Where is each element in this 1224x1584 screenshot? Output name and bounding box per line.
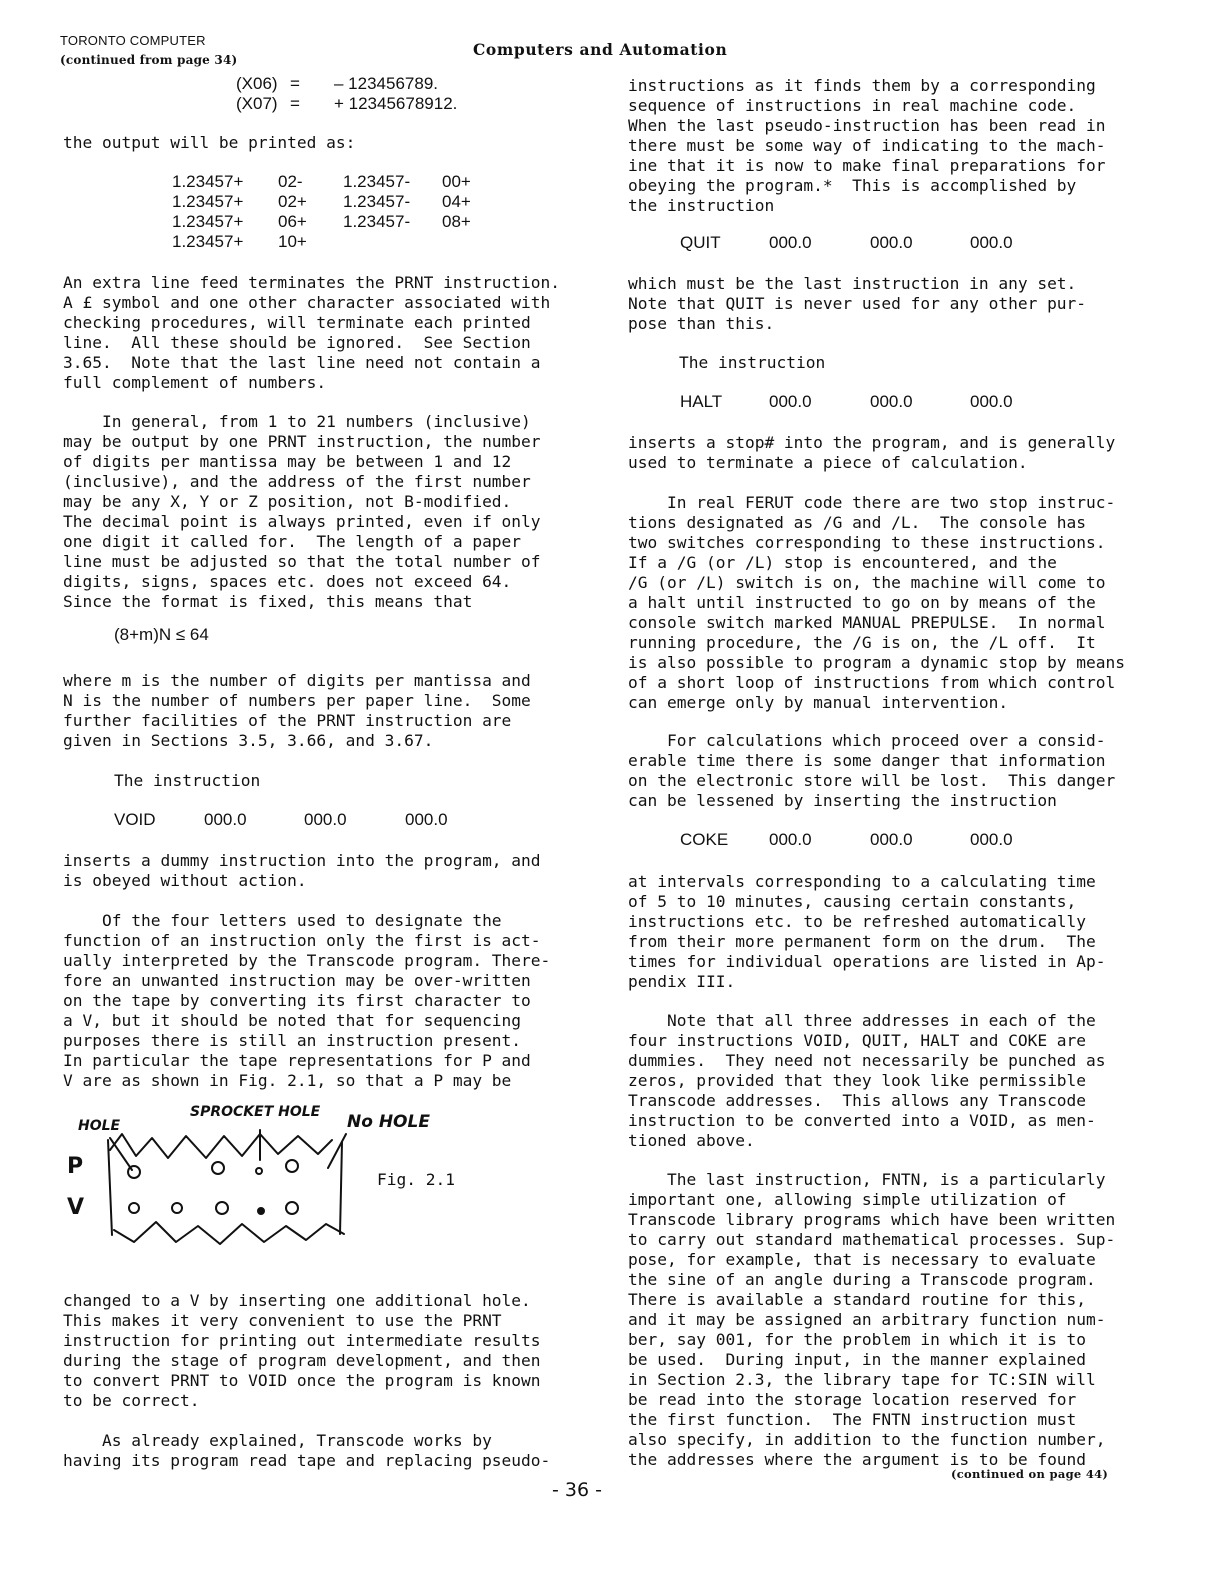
tape-right-edge bbox=[340, 1142, 342, 1234]
paragraph-inserts-stop bbox=[628, 433, 1115, 473]
v-hole-3 bbox=[216, 1202, 228, 1214]
paragraph-line-feed bbox=[63, 273, 560, 393]
text-line: inserts a dummy instruction into the program, and bbox=[63, 851, 541, 870]
halt-opcode: HALT bbox=[680, 392, 723, 411]
text-line: A £ symbol and one other character associated with bbox=[63, 293, 551, 312]
text-line: the instruction bbox=[628, 196, 775, 215]
text-line: An extra line feed terminates the PRNT instruction. bbox=[63, 273, 561, 292]
paragraph-inserts-dummy bbox=[63, 851, 541, 891]
text-line: tions designated as /G and /L. The console has bbox=[628, 513, 1087, 532]
text-line: function of an instruction only the first is act- bbox=[63, 931, 541, 950]
output-cell: 02+ bbox=[278, 192, 307, 211]
text-line: pose, for example, that is necessary to evaluate bbox=[628, 1250, 1096, 1269]
coke-opcode: COKE bbox=[680, 830, 729, 849]
paragraph-changed-to-v bbox=[63, 1291, 541, 1411]
text-line: to convert PRNT to VOID once the program is known bbox=[63, 1371, 541, 1390]
text-line: For calculations which proceed over a consid- bbox=[628, 731, 1106, 750]
text-line: dummies. They need not necessarily be punched as bbox=[628, 1051, 1106, 1070]
output-cell: 10+ bbox=[278, 232, 307, 251]
v-sprocket bbox=[258, 1208, 264, 1214]
text-line: ually interpreted by the Transcode program. There- bbox=[63, 951, 551, 970]
paragraph-which-must bbox=[628, 274, 1086, 334]
page-number: - 36 - bbox=[552, 1479, 602, 1501]
text-line: used to terminate a piece of calculation. bbox=[628, 453, 1028, 472]
paragraph-pseudo-instructions bbox=[628, 76, 1106, 216]
text-line: obeying the program.* This is accomplished by bbox=[628, 176, 1077, 195]
paragraph-at-intervals bbox=[628, 872, 1106, 992]
text-line: of a short loop of instructions from which control bbox=[628, 673, 1116, 692]
output-cell: 1.23457+ bbox=[172, 232, 244, 251]
quit-addr-1: 000.0 bbox=[769, 233, 812, 252]
x06-eq: = bbox=[290, 74, 300, 93]
text-line: This makes it very convenient to use the PRNT bbox=[63, 1311, 502, 1330]
text-line: line must be adjusted so that the total number of bbox=[63, 552, 541, 571]
paragraph-ferut-code bbox=[628, 493, 1125, 713]
text-line: one digit it called for. The length of a paper bbox=[63, 532, 522, 551]
text-line: changed to a V by inserting one additional hole. bbox=[63, 1291, 531, 1310]
text-line: (inclusive), and the address of the first number bbox=[63, 472, 531, 491]
text-line: be read into the storage location reserved for bbox=[628, 1390, 1077, 1409]
text-line: four instructions VOID, QUIT, HALT and COKE are bbox=[628, 1031, 1087, 1050]
text-line: Transcode library programs which have been written bbox=[628, 1210, 1116, 1229]
text-line: further facilities of the PRNT instruction are bbox=[63, 711, 512, 730]
text-line: of digits per mantissa may be between 1 and 12 bbox=[63, 452, 512, 471]
text-line: In general, from 1 to 21 numbers (inclusive) bbox=[63, 412, 531, 431]
tape-top-edge bbox=[110, 1134, 332, 1158]
x06-value: – 123456789. bbox=[334, 74, 438, 93]
text-line: fore an unwanted instruction may be over-written bbox=[63, 971, 531, 990]
quit-instruction bbox=[680, 233, 1040, 255]
instruction-intro-left: The instruction bbox=[114, 771, 261, 790]
printed-output-table bbox=[172, 172, 492, 256]
output-cell: 1.23457+ bbox=[172, 192, 244, 211]
fig-label-no-hole: No HOLE bbox=[347, 1112, 430, 1132]
text-line: running procedure, the /G is on, the /L off. It bbox=[628, 633, 1096, 652]
text-line: also specify, in addition to the function number, bbox=[628, 1430, 1106, 1449]
x06-label: (X06) bbox=[236, 74, 278, 93]
void-addr-1: 000.0 bbox=[204, 810, 247, 829]
text-line: The last instruction, FNTN, is a particularly bbox=[628, 1170, 1106, 1189]
text-line: As already explained, Transcode works by bbox=[63, 1431, 492, 1450]
text-line: two switches corresponding to these instructions. bbox=[628, 533, 1106, 552]
text-line: In real FERUT code there are two stop instruc- bbox=[628, 493, 1116, 512]
text-line: Of the four letters used to designate the bbox=[63, 911, 502, 930]
x07-label: (X07) bbox=[236, 94, 278, 113]
quit-addr-2: 000.0 bbox=[870, 233, 913, 252]
formula bbox=[114, 625, 209, 655]
halt-addr-3: 000.0 bbox=[970, 392, 1013, 411]
text-line: and it may be assigned an arbitrary function num- bbox=[628, 1310, 1106, 1329]
text-line: to be correct. bbox=[63, 1391, 200, 1410]
text-line: where m is the number of digits per mantissa and bbox=[63, 671, 531, 690]
text-line: erable time there is some danger that information bbox=[628, 751, 1106, 770]
text-line: may be any X, Y or Z position, not B-modified. bbox=[63, 492, 512, 511]
coke-instruction bbox=[680, 830, 1040, 852]
text-line: may be output by one PRNT instruction, the number bbox=[63, 432, 541, 451]
text-line: is obeyed without action. bbox=[63, 871, 307, 890]
halt-addr-2: 000.0 bbox=[870, 392, 913, 411]
text-line: instruction to be converted into a VOID, as men- bbox=[628, 1111, 1096, 1130]
paragraph-where-m bbox=[63, 671, 531, 751]
text-line: The decimal point is always printed, even if only bbox=[63, 512, 541, 531]
text-line: of 5 to 10 minutes, causing certain constants, bbox=[628, 892, 1077, 911]
text-line: instructions as it finds them by a corresponding bbox=[628, 76, 1096, 95]
continued-on-note: (continued on page 44) bbox=[951, 1467, 1109, 1481]
text-line: Since the format is fixed, this means that bbox=[63, 592, 473, 611]
text-line: ber, say 001, for the problem in which it is to bbox=[628, 1330, 1087, 1349]
void-addr-3: 000.0 bbox=[405, 810, 448, 829]
text-line: 3.65. Note that the last line need not contain a bbox=[63, 353, 541, 372]
text-line: there must be some way of indicating to the mach- bbox=[628, 136, 1106, 155]
text-line: There is available a standard routine for this, bbox=[628, 1290, 1087, 1309]
running-head-continued: (continued from page 34) bbox=[60, 53, 238, 67]
text-line: zeros, provided that they look like permissible bbox=[628, 1071, 1087, 1090]
text-line: inserts a stop# into the program, and is generally bbox=[628, 433, 1116, 452]
fig-label-sprocket: SPROCKET HOLE bbox=[190, 1104, 321, 1120]
text-line: can emerge only by manual intervention. bbox=[628, 693, 1009, 712]
tape-diagram bbox=[60, 1100, 500, 1280]
paragraph-already-explained bbox=[63, 1431, 550, 1471]
text-line: digits, signs, spaces etc. does not exceed 64. bbox=[63, 572, 512, 591]
text-line: given in Sections 3.5, 3.66, and 3.67. bbox=[63, 731, 434, 750]
text-line: the sine of an angle during a Transcode program. bbox=[628, 1270, 1096, 1289]
text-line: the first function. The FNTN instruction must bbox=[628, 1410, 1077, 1429]
text-line: line. All these should be ignored. See Section bbox=[63, 333, 531, 352]
output-cell: 08+ bbox=[442, 212, 471, 231]
halt-instruction bbox=[680, 392, 1040, 414]
halt-addr-1: 000.0 bbox=[769, 392, 812, 411]
text-line: purposes there is still an instruction present. bbox=[63, 1031, 522, 1050]
text-line: When the last pseudo-instruction has been read in bbox=[628, 116, 1106, 135]
instruction-intro-right: The instruction bbox=[679, 353, 826, 372]
output-cell: 1.23457+ bbox=[172, 172, 244, 191]
v-hole-4 bbox=[286, 1202, 298, 1214]
text-line: console switch marked MANUAL PREPULSE. In normal bbox=[628, 613, 1106, 632]
tape-bottom-edge bbox=[114, 1222, 344, 1244]
text-line: Note that QUIT is never used for any other pur- bbox=[628, 294, 1087, 313]
text-line: times for individual operations are listed in Ap- bbox=[628, 952, 1106, 971]
output-cell: 1.23457- bbox=[343, 212, 411, 231]
text-line: in Section 2.3, the library tape for TC:SIN will bbox=[628, 1370, 1096, 1389]
output-cell: 06+ bbox=[278, 212, 307, 231]
tape-left-edge bbox=[108, 1140, 112, 1235]
text-line: Note that all three addresses in each of the bbox=[628, 1011, 1096, 1030]
output-intro: the output will be printed as: bbox=[63, 133, 356, 152]
output-cell: 1.23457- bbox=[343, 172, 411, 191]
output-cell: 1.23457- bbox=[343, 192, 411, 211]
coke-addr-3: 000.0 bbox=[970, 830, 1013, 849]
text-line: V are as shown in Fig. 2.1, so that a P may be bbox=[63, 1071, 512, 1090]
output-cell: 1.23457+ bbox=[172, 212, 244, 231]
text-line: pose than this. bbox=[628, 314, 775, 333]
p-hole-3 bbox=[286, 1160, 298, 1172]
output-cell: 00+ bbox=[442, 172, 471, 191]
coke-addr-1: 000.0 bbox=[769, 830, 812, 849]
p-hole-2 bbox=[212, 1162, 224, 1174]
text-line: can be lessened by inserting the instruction bbox=[628, 791, 1057, 810]
text-line: be used. During input, in the manner explained bbox=[628, 1350, 1087, 1369]
paragraph-note-addresses bbox=[628, 1011, 1106, 1151]
void-opcode: VOID bbox=[114, 810, 156, 829]
text-line: to carry out standard mathematical processes. Sup- bbox=[628, 1230, 1116, 1249]
text-line: a halt until instructed to go on by means of the bbox=[628, 593, 1096, 612]
output-cell: 02- bbox=[278, 172, 303, 191]
void-instruction bbox=[114, 810, 474, 832]
text-line: important one, allowing simple utilization of bbox=[628, 1190, 1067, 1209]
text-line: which must be the last instruction in any set. bbox=[628, 274, 1077, 293]
text-line: In particular the tape representations for P and bbox=[63, 1051, 531, 1070]
text-line: from their more permanent form on the drum. The bbox=[628, 932, 1096, 951]
text-line: having its program read tape and replacing pseudo- bbox=[63, 1451, 551, 1470]
xvalues-block bbox=[236, 74, 496, 118]
x07-value: + 12345678912. bbox=[334, 94, 458, 113]
quit-addr-3: 000.0 bbox=[970, 233, 1013, 252]
text-line: ine that it is now to make final preparations for bbox=[628, 156, 1106, 175]
figure-tape-representation bbox=[60, 1100, 500, 1280]
journal-title: Computers and Automation bbox=[473, 40, 728, 59]
text-line: /G (or /L) switch is on, the machine will come to bbox=[628, 573, 1106, 592]
text-line: on the electronic store will be lost. This danger bbox=[628, 771, 1116, 790]
p-hole-1 bbox=[128, 1166, 140, 1178]
quit-opcode: QUIT bbox=[680, 233, 721, 252]
text-line: If a /G (or /L) stop is encountered, and the bbox=[628, 553, 1057, 572]
text-line: is also possible to program a dynamic stop by means bbox=[628, 653, 1126, 672]
text-line: N is the number of numbers per paper line. Some bbox=[63, 691, 531, 710]
paragraph-four-letters bbox=[63, 911, 550, 1091]
text-line: a V, but it should be noted that for sequencing bbox=[63, 1011, 522, 1030]
figure-caption: Fig. 2.1 bbox=[377, 1170, 455, 1189]
fig-row-v: V bbox=[67, 1195, 85, 1220]
text-line: full complement of numbers. bbox=[63, 373, 327, 392]
v-hole-1 bbox=[129, 1203, 139, 1213]
fig-row-p: P bbox=[67, 1154, 84, 1179]
x07-eq: = bbox=[290, 94, 300, 113]
v-hole-2 bbox=[172, 1203, 182, 1213]
paragraph-calculations bbox=[628, 731, 1115, 811]
coke-addr-2: 000.0 bbox=[870, 830, 913, 849]
no-hole-pointer bbox=[328, 1134, 346, 1168]
text-line: on the tape by converting its first character to bbox=[63, 991, 531, 1010]
running-head-section: TORONTO COMPUTER bbox=[60, 33, 206, 48]
text-line: Transcode addresses. This allows any Transcode bbox=[628, 1091, 1087, 1110]
text-line: tioned above. bbox=[628, 1131, 755, 1150]
text-line: at intervals corresponding to a calculating time bbox=[628, 872, 1096, 891]
paragraph-fntn bbox=[628, 1170, 1115, 1470]
text-line: pendix III. bbox=[628, 972, 736, 991]
p-sprocket bbox=[256, 1168, 262, 1174]
formula-text: (8+m)N ≤ 64 bbox=[114, 625, 209, 644]
output-cell: 04+ bbox=[442, 192, 471, 211]
void-addr-2: 000.0 bbox=[304, 810, 347, 829]
text-line: during the stage of program development, and then bbox=[63, 1351, 541, 1370]
text-line: instructions etc. to be refreshed automatically bbox=[628, 912, 1087, 931]
text-line: checking procedures, will terminate each printed bbox=[63, 313, 531, 332]
text-line: the addresses where the argument is to be found bbox=[628, 1450, 1087, 1469]
paragraph-in-general bbox=[63, 412, 541, 612]
text-line: instruction for printing out intermediate results bbox=[63, 1331, 541, 1350]
fig-label-hole: HOLE bbox=[78, 1118, 121, 1134]
text-line: sequence of instructions in real machine code. bbox=[628, 96, 1077, 115]
